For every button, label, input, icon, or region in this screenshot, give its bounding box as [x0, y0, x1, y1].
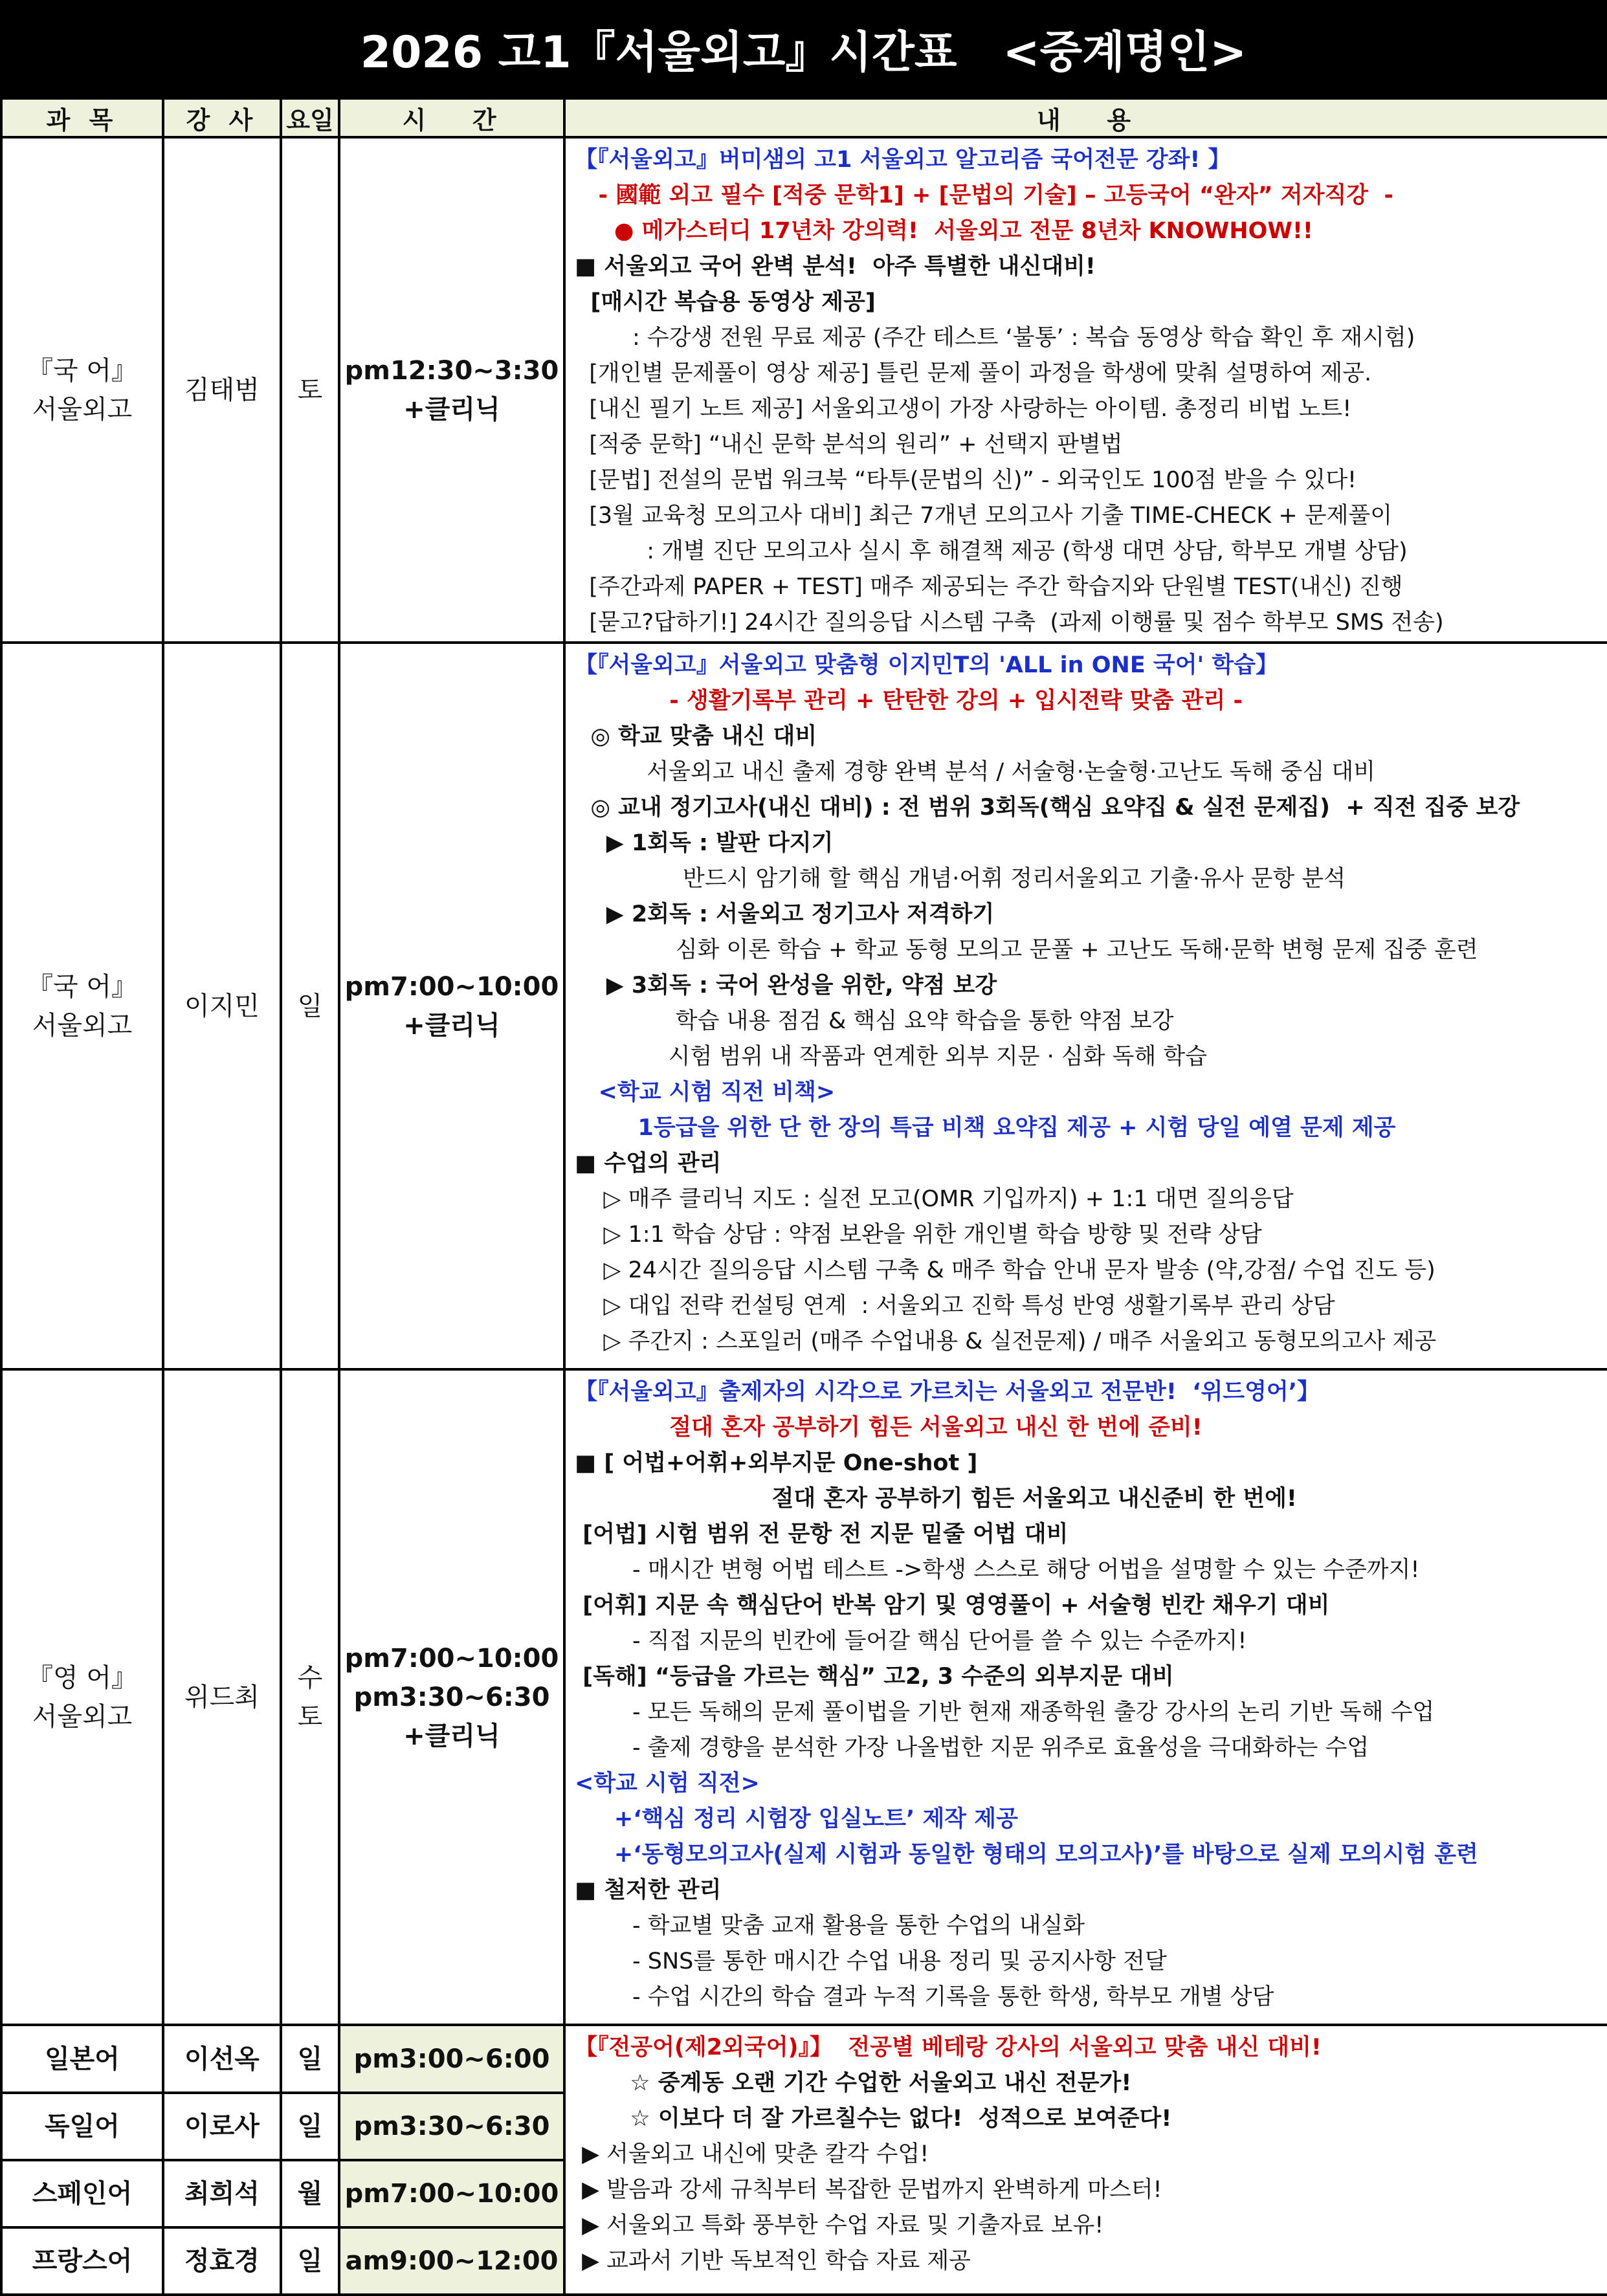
header-day: 요일 [281, 98, 339, 137]
content-line: 【『서울외고』출제자의 시각으로 가르치는 서울외고 전문반! ‘위드영어’】 [575, 1379, 1320, 1406]
time-line: pm7:00~10:00 [344, 971, 559, 1002]
subject-cell: 독일어 [1, 2093, 163, 2160]
content-line: - 모든 독해의 문제 풀이법을 기반 현재 재종학원 출강 강사의 논리 기반 독해 수업 [575, 1699, 1435, 1726]
content-line: 심화 이론 학습 + 학교 동형 모의고 문풀 + 고난도 독해·문학 변형 문제 집중 훈련 [575, 936, 1478, 963]
content-line: - 國範 외고 필수 [적중 문학1] + [문법의 기술] – 고등국어 “완자” 저자직강 - [575, 182, 1394, 209]
subject-line: 서울외고 [32, 1701, 133, 1732]
time-line: +클리닉 [403, 394, 500, 425]
content-line: ◎ 학교 맞춤 내신 대비 [575, 723, 817, 749]
content-line: ▶ 1회독 : 발판 다지기 [575, 830, 834, 856]
content-line: 【『서울외고』버미샘의 고1 서울외고 알고리즘 국어전문 강좌! 】 [575, 147, 1231, 173]
subject-cell [1, 643, 163, 1369]
content-line: 【『서울외고』서울외고 맞춤형 이지민T의 'ALL in ONE 국어' 학습】 [575, 652, 1279, 678]
content-line: 절대 혼자 공부하기 힘든 서울외고 내신준비 한 번에! [575, 1486, 1297, 1512]
content-line: 서울외고 내신 출제 경향 완벽 분석 / 서술형·논술형·고난도 독해 중심 대비 [575, 758, 1376, 785]
content-line: - 매시간 변형 어법 테스트 ->학생 스스로 해당 어법을 설명할 수 있는 수준까지! [575, 1557, 1420, 1584]
content-line: 시험 범위 내 작품과 연계한 외부 지문 · 심화 독해 학습 [575, 1043, 1208, 1070]
page-title: 2026 고1『서울외고』시간표 <중계명인> [0, 0, 1607, 97]
teacher-cell: 이로사 [163, 2093, 281, 2160]
teacher-cell: 이지민 [163, 643, 281, 1369]
content-line: ☆ 이보다 더 잘 가르칠수는 없다! 성적으로 보여준다! [575, 2106, 1172, 2132]
content-line: - 출제 경향을 분석한 가장 나올법한 지문 위주로 효율성을 극대화하는 수업 [575, 1735, 1369, 1761]
content-cell [564, 137, 1607, 643]
content-line: [내신 필기 노트 제공] 서울외고생이 가장 사랑하는 아이템. 총정리 비법 노트! [575, 396, 1352, 423]
content-line: ■ [ 어법+어휘+외부지문 One-shot ] [575, 1450, 978, 1477]
content-line: - 수업 시간의 학습 결과 누적 기록을 통한 학생, 학부모 개별 상담 [575, 1984, 1274, 2011]
table-row [1, 1369, 1607, 2025]
subject-line: 서울외고 [32, 1010, 133, 1041]
teacher-cell: 위드최 [163, 1369, 281, 2025]
content-line: 반드시 암기해 할 핵심 개념·어휘 정리서울외고 기출·유사 문항 분석 [575, 865, 1346, 892]
header-row [1, 98, 1607, 137]
content-line: [주간과제 PAPER + TEST] 매주 제공되는 주간 학습지와 단원별 TEST(내신) 진행 [575, 574, 1403, 601]
time-line: pm3:30~6:30 [353, 1682, 550, 1712]
header-subject: 과 목 [1, 98, 163, 137]
content-line: ▷ 주간지 : 스포일러 (매주 수업내용 & 실전문제) / 매주 서울외고 동형모의고사 제공 [575, 1328, 1437, 1354]
content-line: ▶ 2회독 : 서울외고 정기고사 저격하기 [575, 901, 995, 927]
day-cell: 일 [281, 2093, 339, 2160]
day-line: 토 [297, 1701, 323, 1732]
time-cell [339, 1369, 564, 2025]
content-line: ▶ 교과서 기반 독보적인 학습 자료 제공 [575, 2248, 971, 2275]
time-line: +클리닉 [403, 1721, 500, 1751]
content-line: : 개별 진단 모의고사 실시 후 해결책 제공 (학생 대면 상담, 학부모 개별 상담) [575, 538, 1408, 565]
table-row [1, 643, 1607, 1369]
content-cell [564, 643, 1607, 1369]
teacher-cell: 정효경 [163, 2227, 281, 2295]
content-line: ▶ 3회독 : 국어 완성을 위한, 약점 보강 [575, 972, 997, 999]
time-line: pm12:30~3:30 [344, 355, 559, 386]
header-content: 내 용 [564, 98, 1607, 137]
content-line: ▶ 서울외고 특화 풍부한 수업 자료 및 기출자료 보유! [575, 2213, 1104, 2239]
time-line: +클리닉 [403, 1010, 500, 1041]
content-line: 【『전공어(제2외국어)』】 전공별 베테랑 강사의 서울외고 맞춤 내신 대비! [575, 2035, 1322, 2061]
content-line: - 직접 지문의 빈칸에 들어갈 핵심 단어를 쓸 수 있는 수준까지! [575, 1628, 1247, 1655]
table-row [1, 2025, 1607, 2092]
time-cell: pm7:00~10:00 [339, 2160, 564, 2227]
day-cell: 일 [281, 2025, 339, 2092]
day-cell: 월 [281, 2160, 339, 2227]
subject-line: 『영 어』 [27, 1662, 137, 1693]
content-line: ▶ 서울외고 내신에 맞춘 칼각 수업! [575, 2141, 929, 2168]
content-line: 학습 내용 점검 & 핵심 요약 학습을 통한 약점 보강 [575, 1008, 1174, 1034]
content-line: ▷ 매주 클리닉 지도 : 실전 모고(OMR 기입까지) + 1:1 대면 질의응답 [575, 1186, 1294, 1212]
subject-line: 서울외고 [32, 394, 133, 425]
content-line: +‘동형모의고사(실제 시험과 동일한 형태의 모의고사)’를 바탕으로 실제 모의시험 훈련 [575, 1842, 1478, 1868]
teacher-cell: 이선옥 [163, 2025, 281, 2092]
content-line: ☆ 중계동 오랜 기간 수업한 서울외고 내신 전문가! [575, 2070, 1132, 2097]
content-line: ▶ 발음과 강세 규칙부터 복잡한 문법까지 완벽하게 마스터! [575, 2177, 1162, 2203]
time-line: pm7:00~10:00 [344, 1643, 559, 1673]
subject-cell: 일본어 [1, 2025, 163, 2092]
content-line: [개인별 문제풀이 영상 제공] 틀린 문제 풀이 과정을 학생에 맞춰 설명하여 제공. [575, 360, 1372, 387]
content-line: ■ 수업의 관리 [575, 1150, 722, 1176]
content-line: - SNS를 통한 매시간 수업 내용 정리 및 공지사항 전달 [575, 1948, 1167, 1975]
subject-cell [1, 1369, 163, 2025]
content-line: [문법] 전설의 문법 워크북 “타투(문법의 신)” - 외국인도 100점 받을 수 있다! [575, 467, 1357, 494]
header-time: 시 간 [339, 98, 564, 137]
content-line: [묻고?답하기!] 24시간 질의응답 시스템 구축 (과제 이행률 및 점수 학부모 SMS 전송) [575, 610, 1444, 636]
content-line: ▷ 대입 전략 컨설팅 연계 : 서울외고 진학 특성 반영 생활기록부 관리 상담 [575, 1292, 1335, 1319]
content-line: 1등급을 위한 단 한 장의 특급 비책 요약집 제공 + 시험 당일 예열 문제 제공 [575, 1114, 1396, 1141]
subject-line: 『국 어』 [27, 355, 137, 386]
subject-cell: 프랑스어 [1, 2227, 163, 2295]
time-cell [339, 137, 564, 643]
content-cell [564, 2025, 1607, 2295]
day-line: 수 [297, 1662, 323, 1693]
subject-line: 『국 어』 [27, 971, 137, 1002]
content-line: <학교 시험 직전> [575, 1771, 760, 1797]
content-line: ◎ 교내 정기고사(내신 대비) : 전 범위 3회독(핵심 요약집 & 실전 문제집) + 직전 집중 보강 [575, 794, 1520, 821]
content-line: ● 메가스터디 17년차 강의력! 서울외고 전문 8년차 KNOWHOW!! [575, 218, 1313, 245]
time-cell: am9:00~12:00 [339, 2227, 564, 2295]
teacher-cell: 최희석 [163, 2160, 281, 2227]
teacher-cell: 김태범 [163, 137, 281, 643]
table-row [1, 137, 1607, 643]
content-line: [매시간 복습용 동영상 제공] [575, 289, 876, 316]
header-teacher: 강 사 [163, 98, 281, 137]
content-line: [어휘] 지문 속 핵심단어 반복 암기 및 영영풀이 + 서술형 빈칸 채우기 대비 [575, 1593, 1330, 1619]
content-line: ▷ 1:1 학습 상담 : 약점 보완을 위한 개인별 학습 방향 및 전략 상담 [575, 1221, 1262, 1248]
day-cell [281, 1369, 339, 2025]
content-line: 절대 혼자 공부하기 힘든 서울외고 내신 한 번에 준비! [575, 1415, 1202, 1441]
content-line: - 생활기록부 관리 + 탄탄한 강의 + 입시전략 맞춤 관리 - [575, 687, 1243, 714]
content-line: <학교 시험 직전 비책> [575, 1079, 836, 1105]
content-line: [독해] “등급을 가르는 핵심” 고2, 3 수준의 외부지문 대비 [575, 1664, 1174, 1690]
day-cell: 일 [281, 643, 339, 1369]
content-line: ■ 서울외고 국어 완벽 분석! 아주 특별한 내신대비! [575, 254, 1096, 280]
content-line: [어법] 시험 범위 전 문항 전 지문 밑줄 어법 대비 [575, 1521, 1069, 1548]
time-cell: pm3:00~6:00 [339, 2025, 564, 2092]
content-line: ▷ 24시간 질의응답 시스템 구축 & 매주 학습 안내 문자 발송 (약,강점/ 수업 진도 등) [575, 1257, 1435, 1283]
content-line: - 학교별 맞춤 교재 활용을 통한 수업의 내실화 [575, 1913, 1085, 1939]
subject-cell: 스페인어 [1, 2160, 163, 2227]
content-line: ■ 철저한 관리 [575, 1877, 722, 1904]
time-cell: pm3:30~6:30 [339, 2093, 564, 2160]
subject-cell [1, 137, 163, 643]
content-line: [3월 교육청 모의고사 대비] 최근 7개년 모의고사 기출 TIME-CHECK + 문제풀이 [575, 503, 1393, 529]
content-line: : 수강생 전원 무료 제공 (주간 테스트 ‘불통’ : 복습 동영상 학습 확인 후 재시험) [575, 325, 1415, 351]
content-cell [564, 1369, 1607, 2025]
day-cell: 일 [281, 2227, 339, 2295]
content-line: +‘핵심 정리 시험장 입실노트’ 제작 제공 [575, 1806, 1018, 1833]
content-line: [적중 문학] “내신 문학 분석의 원리” + 선택지 판별법 [575, 432, 1123, 458]
day-cell: 토 [281, 137, 339, 643]
time-cell [339, 643, 564, 1369]
timetable [0, 97, 1607, 2296]
